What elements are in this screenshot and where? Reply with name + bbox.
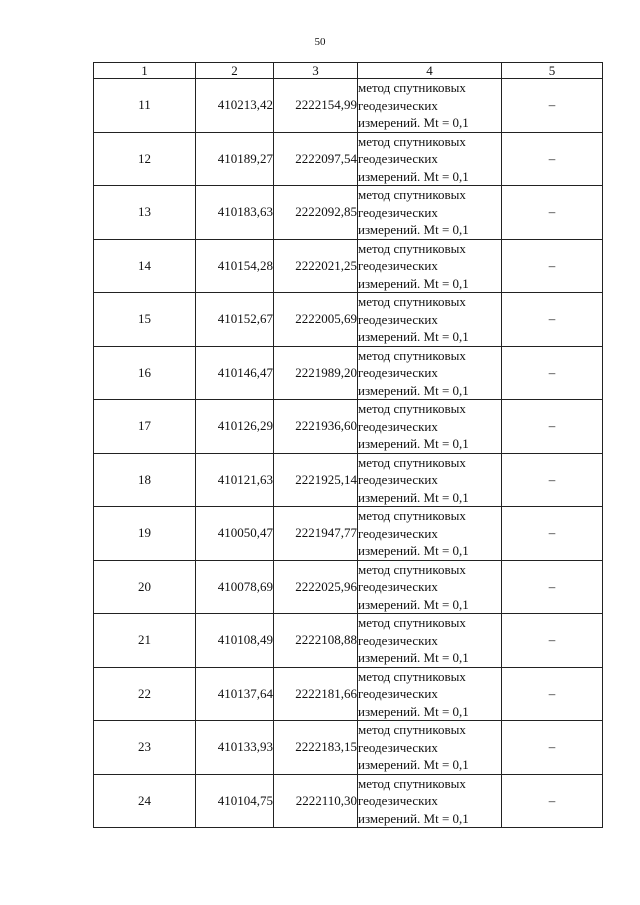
- method-line: метод спутниковых: [358, 775, 466, 791]
- point-number-cell: 15: [94, 293, 196, 347]
- note-cell: –: [502, 132, 603, 186]
- method-cell: [358, 774, 502, 828]
- note-cell: –: [502, 453, 603, 507]
- table-row: [94, 346, 603, 400]
- point-number-cell: 13: [94, 186, 196, 240]
- note-cell: –: [502, 239, 603, 293]
- point-number-cell: 23: [94, 721, 196, 775]
- column-header-5: 5: [502, 63, 603, 79]
- method-line: геодезических: [358, 739, 438, 755]
- method-line: метод спутниковых: [358, 187, 466, 202]
- note-cell: –: [502, 774, 603, 828]
- method-cell: [358, 132, 502, 186]
- method-line: метод спутниковых: [358, 508, 466, 523]
- x-coordinate-cell: 410121,63: [196, 453, 274, 507]
- page-number: 50: [314, 36, 326, 48]
- y-coordinate-cell: 2222097,54: [274, 132, 358, 186]
- method-line: измерений. Mt = 0,1: [358, 703, 469, 719]
- method-cell: [358, 667, 502, 721]
- method-line: геодезических: [358, 525, 438, 541]
- method-cell: [358, 79, 502, 133]
- note-cell: –: [502, 560, 603, 614]
- y-coordinate-cell: 2222025,96: [274, 560, 358, 614]
- x-coordinate-cell: 410146,47: [196, 346, 274, 400]
- method-line: измерений. Mt = 0,1: [358, 382, 469, 398]
- method-cell: [358, 507, 502, 561]
- point-number-cell: 22: [94, 667, 196, 721]
- note-cell: –: [502, 721, 603, 775]
- point-number-cell: 21: [94, 614, 196, 668]
- method-line: геодезических: [358, 204, 438, 220]
- table-row: [94, 79, 603, 133]
- method-line: измерений. Mt = 0,1: [358, 810, 469, 826]
- table-row: [94, 239, 603, 293]
- note-cell: –: [502, 346, 603, 400]
- method-line: измерений. Mt = 0,1: [358, 436, 469, 451]
- method-line: геодезических: [358, 365, 438, 380]
- method-line: измерений. Mt = 0,1: [358, 543, 469, 558]
- method-line: измерений. Mt = 0,1: [358, 329, 469, 344]
- y-coordinate-cell: 2222092,85: [274, 186, 358, 240]
- method-line: измерений. Mt = 0,1: [358, 168, 469, 184]
- note-cell: –: [502, 667, 603, 721]
- note-cell: –: [502, 293, 603, 347]
- method-line: геодезических: [358, 311, 438, 327]
- point-number-cell: 12: [94, 132, 196, 186]
- method-line: метод спутниковых: [358, 454, 466, 470]
- method-line: метод спутниковых: [358, 561, 466, 577]
- x-coordinate-cell: 410133,93: [196, 721, 274, 775]
- method-cell: [358, 400, 502, 454]
- x-coordinate-cell: 410078,69: [196, 560, 274, 614]
- x-coordinate-cell: 410104,75: [196, 774, 274, 828]
- method-line: метод спутниковых: [358, 294, 466, 309]
- y-coordinate-cell: 2222108,88: [274, 614, 358, 668]
- method-line: метод спутниковых: [358, 80, 466, 95]
- table-row: [94, 560, 603, 614]
- point-number-cell: 20: [94, 560, 196, 614]
- method-line: геодезических: [358, 151, 438, 166]
- method-line: метод спутниковых: [358, 133, 466, 149]
- column-header-3: 3: [274, 63, 358, 79]
- point-number-cell: 14: [94, 239, 196, 293]
- method-line: измерений. Mt = 0,1: [358, 489, 469, 505]
- note-cell: –: [502, 507, 603, 561]
- note-cell: –: [502, 186, 603, 240]
- y-coordinate-cell: 2222005,69: [274, 293, 358, 347]
- method-line: метод спутниковых: [358, 347, 466, 363]
- x-coordinate-cell: 410213,42: [196, 79, 274, 133]
- method-line: геодезических: [358, 632, 438, 648]
- x-coordinate-cell: 410050,47: [196, 507, 274, 561]
- method-line: метод спутниковых: [358, 240, 466, 256]
- method-cell: [358, 293, 502, 347]
- method-line: измерений. Mt = 0,1: [358, 757, 469, 772]
- note-cell: –: [502, 400, 603, 454]
- y-coordinate-cell: 2222110,30: [274, 774, 358, 828]
- method-line: измерений. Mt = 0,1: [358, 596, 469, 612]
- method-line: геодезических: [358, 97, 438, 113]
- y-coordinate-cell: 2221925,14: [274, 453, 358, 507]
- method-line: геодезических: [358, 418, 438, 434]
- method-line: геодезических: [358, 686, 438, 701]
- table-row: [94, 774, 603, 828]
- y-coordinate-cell: 2221989,20: [274, 346, 358, 400]
- y-coordinate-cell: 2221947,77: [274, 507, 358, 561]
- x-coordinate-cell: 410189,27: [196, 132, 274, 186]
- y-coordinate-cell: 2222181,66: [274, 667, 358, 721]
- method-line: измерений. Mt = 0,1: [358, 275, 469, 291]
- point-number-cell: 17: [94, 400, 196, 454]
- note-cell: –: [502, 79, 603, 133]
- coordinates-table: [93, 62, 603, 828]
- point-number-cell: 16: [94, 346, 196, 400]
- method-line: метод спутниковых: [358, 615, 466, 630]
- point-number-cell: 19: [94, 507, 196, 561]
- y-coordinate-cell: 2222021,25: [274, 239, 358, 293]
- method-cell: [358, 721, 502, 775]
- table-row: [94, 507, 603, 561]
- method-line: измерений. Mt = 0,1: [358, 115, 469, 130]
- method-cell: [358, 239, 502, 293]
- method-line: геодезических: [358, 579, 438, 594]
- x-coordinate-cell: 410154,28: [196, 239, 274, 293]
- column-header-2: 2: [196, 63, 274, 79]
- x-coordinate-cell: 410183,63: [196, 186, 274, 240]
- x-coordinate-cell: 410152,67: [196, 293, 274, 347]
- x-coordinate-cell: 410137,64: [196, 667, 274, 721]
- table-row: [94, 721, 603, 775]
- point-number-cell: 18: [94, 453, 196, 507]
- method-line: геодезических: [358, 258, 438, 273]
- method-line: геодезических: [358, 793, 438, 808]
- method-line: измерений. Mt = 0,1: [358, 650, 469, 665]
- y-coordinate-cell: 2222183,15: [274, 721, 358, 775]
- method-cell: [358, 453, 502, 507]
- method-cell: [358, 560, 502, 614]
- table-row: [94, 453, 603, 507]
- method-cell: [358, 614, 502, 668]
- header-row: [94, 63, 603, 79]
- table-row: [94, 614, 603, 668]
- point-number-cell: 11: [94, 79, 196, 133]
- method-line: метод спутниковых: [358, 722, 466, 737]
- table-row: [94, 293, 603, 347]
- y-coordinate-cell: 2222154,99: [274, 79, 358, 133]
- point-number-cell: 24: [94, 774, 196, 828]
- y-coordinate-cell: 2221936,60: [274, 400, 358, 454]
- column-header-4: 4: [358, 63, 502, 79]
- table-row: [94, 132, 603, 186]
- table-row: [94, 667, 603, 721]
- note-cell: –: [502, 614, 603, 668]
- method-cell: [358, 186, 502, 240]
- table-row: [94, 186, 603, 240]
- method-line: геодезических: [358, 472, 438, 487]
- x-coordinate-cell: 410126,29: [196, 400, 274, 454]
- method-cell: [358, 346, 502, 400]
- method-line: метод спутниковых: [358, 668, 466, 684]
- column-header-1: 1: [94, 63, 196, 79]
- method-line: метод спутниковых: [358, 401, 466, 416]
- table-row: [94, 400, 603, 454]
- x-coordinate-cell: 410108,49: [196, 614, 274, 668]
- method-line: измерений. Mt = 0,1: [358, 222, 469, 237]
